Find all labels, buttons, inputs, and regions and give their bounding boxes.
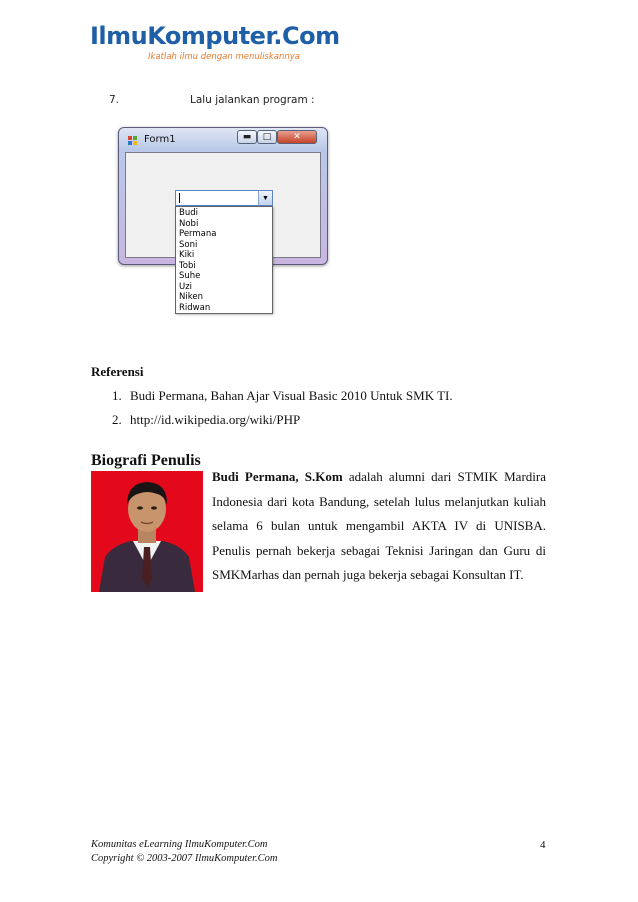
dropdown-option[interactable]: Uzi <box>179 281 193 292</box>
logo-tagline: Ikatlah ilmu dengan menuliskannya <box>148 52 301 62</box>
footer-copyright: Copyright © 2003-2007 IlmuKomputer.Com <box>91 853 278 864</box>
reference-link[interactable]: http://id.wikipedia.org/wiki/PHP <box>130 412 301 427</box>
maximize-button[interactable] <box>257 130 277 144</box>
text-caret <box>179 193 180 203</box>
reference-item <box>112 412 453 436</box>
close-icon: ✕ <box>293 132 301 142</box>
minimize-icon: ▬ <box>242 132 252 142</box>
name-combobox[interactable] <box>175 190 273 206</box>
footer-community: Komunitas eLearning IlmuKomputer.Com <box>91 839 268 850</box>
reference-text: Budi Permana, Bahan Ajar Visual Basic 2010 Untuk SMK TI. <box>130 388 453 403</box>
reference-item <box>112 388 453 412</box>
page-footer <box>91 838 277 866</box>
biography-text <box>212 465 546 588</box>
logo-text: IlmuKomputer.Com <box>90 22 340 50</box>
references-heading: Referensi <box>91 364 144 379</box>
close-button[interactable] <box>277 130 317 144</box>
author-name: Budi Permana, S.Kom <box>212 469 343 484</box>
window-title: Form1 <box>144 134 176 145</box>
dropdown-option[interactable]: Kiki <box>179 250 195 260</box>
dropdown-option[interactable]: Soni <box>179 239 198 250</box>
combobox-dropdown-button[interactable] <box>258 191 272 205</box>
step-text: Lalu jalankan program : <box>190 94 315 106</box>
references-list <box>112 388 453 436</box>
minimize-button[interactable] <box>237 130 257 144</box>
dropdown-option[interactable]: Permana <box>179 229 217 239</box>
reference-number: 1. <box>112 388 122 403</box>
biography-body: adalah alumni dari STMIK Mardira Indonesia dari kota Bandung, setelah lulus melanjutkan kuliah selama 6 bulan untuk mengambil AKTA IV di UNISBA. Penulis pernah bekerja sebagai Teknisi Jaringan dan Guru di SMKMarhas dan pernah juga bekerja sebagai Konsultan IT. <box>212 469 546 582</box>
reference-number: 2. <box>112 412 122 427</box>
step-number: 7. <box>109 94 120 106</box>
biography-heading: Biografi Penulis <box>91 452 201 469</box>
combobox-dropdown-list <box>175 206 273 314</box>
dropdown-option[interactable]: Niken <box>179 292 203 302</box>
app-icon <box>128 136 138 145</box>
chevron-down-icon: ▼ <box>262 194 269 202</box>
maximize-icon: □ <box>262 132 272 142</box>
page-number: 4 <box>540 839 546 851</box>
author-portrait <box>91 471 203 592</box>
author-photo <box>91 471 203 592</box>
dropdown-option[interactable]: Nobi <box>179 218 199 229</box>
dropdown-option[interactable]: Ridwan <box>179 302 211 313</box>
dropdown-option[interactable]: Suhe <box>179 271 201 281</box>
dropdown-option[interactable]: Tobi <box>179 260 196 271</box>
dropdown-option[interactable]: Budi <box>179 208 198 218</box>
site-logo <box>90 22 340 62</box>
